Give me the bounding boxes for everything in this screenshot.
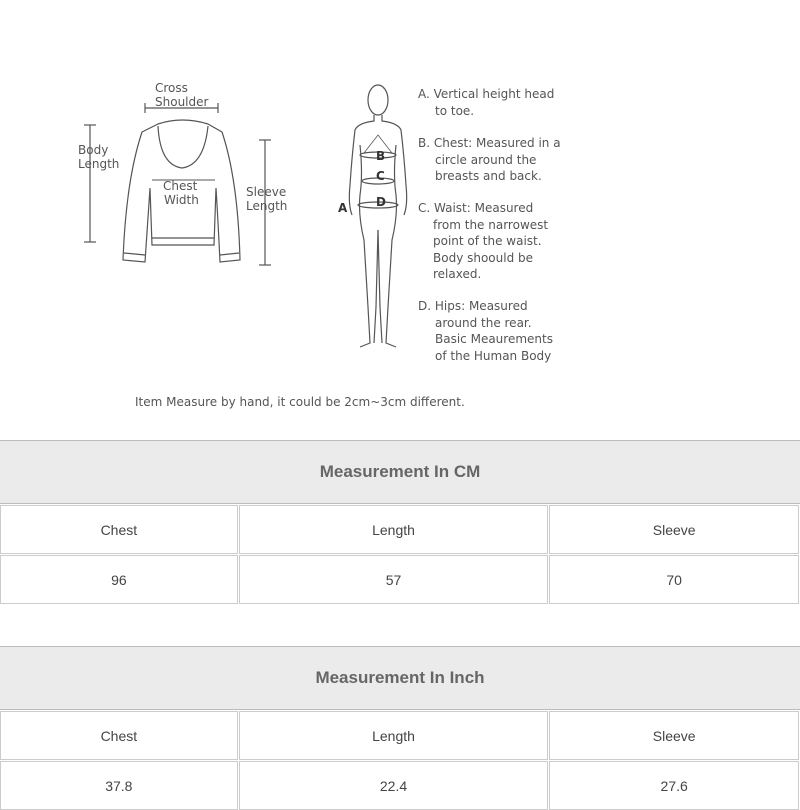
inch-table-title: Measurement In Inch — [0, 646, 800, 710]
cm-header-chest: Chest — [0, 505, 238, 554]
cm-table — [0, 440, 800, 604]
chest-width-label: Chest Width — [163, 179, 199, 207]
inch-header-chest: Chest — [0, 711, 238, 760]
inch-header-sleeve: Sleeve — [549, 711, 799, 760]
inch-table-header-row — [0, 710, 800, 760]
inch-value-chest: 37.8 — [0, 761, 238, 810]
inch-header-length: Length — [239, 711, 549, 760]
body-marker-d: D — [376, 195, 386, 209]
body-marker-c: C — [376, 169, 385, 183]
cm-value-length: 57 — [239, 555, 549, 604]
cm-table-title: Measurement In CM — [0, 440, 800, 504]
cm-table-header-row — [0, 504, 800, 554]
cm-value-chest: 96 — [0, 555, 238, 604]
cross-shoulder-label: Cross Shoulder — [155, 81, 209, 109]
inch-value-sleeve: 27.6 — [549, 761, 799, 810]
sleeve-length-label: Sleeve Length — [246, 185, 288, 213]
measurement-note: Item Measure by hand, it could be 2cm~3cm different. — [135, 395, 465, 409]
description-b: B. Chest: Measured in a circle around the breasts and back. — [418, 136, 561, 183]
description-c: C. Waist: Measured from the narrowest point of the waist. Body shoould be relaxed. — [418, 201, 549, 281]
body-length-label: Body Length — [78, 143, 120, 171]
inch-table-value-row — [0, 760, 800, 810]
cm-table-value-row — [0, 554, 800, 604]
cm-value-sleeve: 70 — [549, 555, 799, 604]
cm-header-length: Length — [239, 505, 549, 554]
cm-header-sleeve: Sleeve — [549, 505, 799, 554]
body-marker-a: A — [338, 201, 348, 215]
body-marker-b: B — [376, 149, 386, 163]
description-d: D. Hips: Measured around the rear. Basic Meaurements of the Human Body — [418, 299, 553, 363]
human-body-illustration — [330, 75, 420, 355]
inch-value-length: 22.4 — [239, 761, 549, 810]
description-a: A. Vertical height head to toe. — [418, 87, 555, 118]
inch-table — [0, 646, 800, 810]
